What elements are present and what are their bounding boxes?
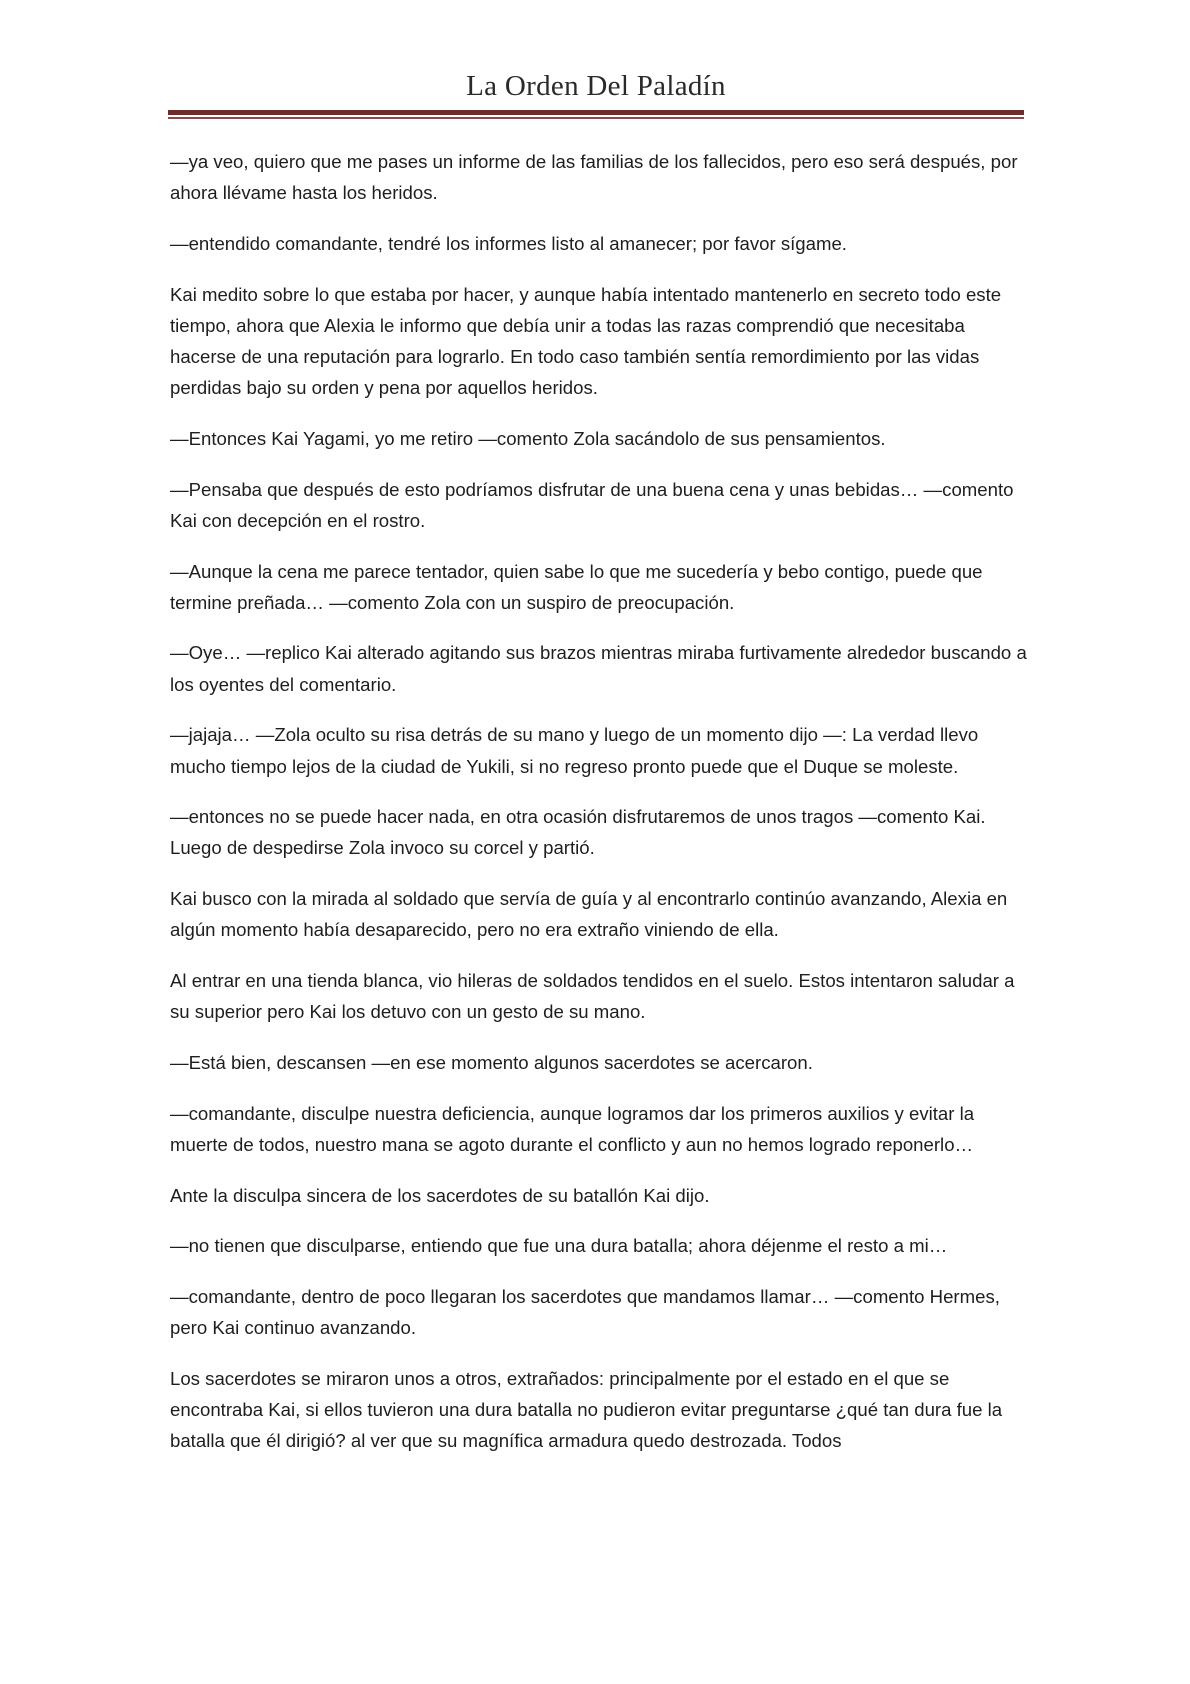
header-rule-thin	[168, 117, 1024, 119]
paragraph: —comandante, dentro de poco llegaran los sacerdotes que mandamos llamar… —comento Hermes, pero Kai continuo avanzando.	[170, 1285, 1000, 1339]
paragraph: —comandante, disculpe nuestra deficiencia, aunque logramos dar los primeros auxilios y evitar la muerte de todos, nuestro mana se agoto durante el conflicto y aun no hemos logrado reponerlo…	[170, 1102, 975, 1155]
paragraph: —jajaja… —Zola oculto su risa detrás de su mano y luego de un momento dijo —: La verdad llevo mucho tiempo lejos de la ciudad de Yukili, si no regreso pronto puede que el Duque se moleste.	[170, 724, 979, 777]
paragraph: Kai busco con la mirada al soldado que servía de guía y al encontrarlo continúo avanzando, Alexia en algún momento había desaparecido, pero no era extraño viniendo de ella.	[170, 888, 1008, 941]
paragraph: Al entrar en una tienda blanca, vio hileras de soldados tendidos en el suelo. Estos intentaron saludar a su superior pero Kai los detuvo con un gesto de su mano.	[170, 970, 1015, 1023]
paragraph: Los sacerdotes se miraron unos a otros, extrañados: principalmente por el estado en el que se encontraba Kai, si ellos tuvieron una dura batalla no pudieron evitar preguntarse ¿qué tan dura fue la batalla que él dirigió? al ver que su magnífica armadura quedo destrozada. Todos	[170, 1367, 1003, 1452]
paragraph: —Aunque la cena me parece tentador, quien sabe lo que me sucedería y bebo contigo, puede que termine preñada… —comento Zola con un suspiro de preocupación.	[170, 560, 983, 613]
body-text	[170, 146, 1028, 1476]
paragraph: —Entonces Kai Yagami, yo me retiro —comento Zola sacándolo de sus pensamientos.	[170, 427, 886, 449]
paragraph: —ya veo, quiero que me pases un informe de las familias de los fallecidos, pero eso será después, por ahora llévame hasta los heridos.	[170, 151, 1018, 204]
paragraph: —no tienen que disculparse, entiendo que fue una dura batalla; ahora déjenme el resto a mi…	[170, 1235, 948, 1257]
paragraph: —Pensaba que después de esto podríamos disfrutar de una buena cena y unas bebidas… —comento Kai con decepción en el rostro.	[170, 478, 1014, 531]
page-title: La Orden Del Paladín	[466, 70, 726, 102]
paragraph: Ante la disculpa sincera de los sacerdotes de su batallón Kai dijo.	[170, 1184, 710, 1206]
paragraph: —entendido comandante, tendré los informes listo al amanecer; por favor sígame.	[170, 232, 847, 254]
page-header	[168, 68, 1024, 104]
paragraph: —entonces no se puede hacer nada, en otra ocasión disfrutaremos de unos tragos —comento Kai. Luego de despedirse Zola invoco su corcel y partió.	[170, 806, 986, 859]
paragraph: Kai medito sobre lo que estaba por hacer, y aunque había intentado mantenerlo en secreto todo este tiempo, ahora que Alexia le informo que debía unir a todas las razas comprendió que necesitaba hacerse de una reputación para lograrlo. En todo caso también sentía remordimiento por las vidas perdidas bajo su orden y pena por aquellos heridos.	[170, 283, 1002, 399]
header-rule	[168, 110, 1024, 120]
header-rule-thick	[168, 110, 1024, 115]
paragraph: —Oye… —replico Kai alterado agitando sus brazos mientras miraba furtivamente alrededor buscando a los oyentes del comentario.	[170, 642, 1027, 695]
paragraph: —Está bien, descansen —en ese momento algunos sacerdotes se acercaron.	[170, 1051, 813, 1073]
